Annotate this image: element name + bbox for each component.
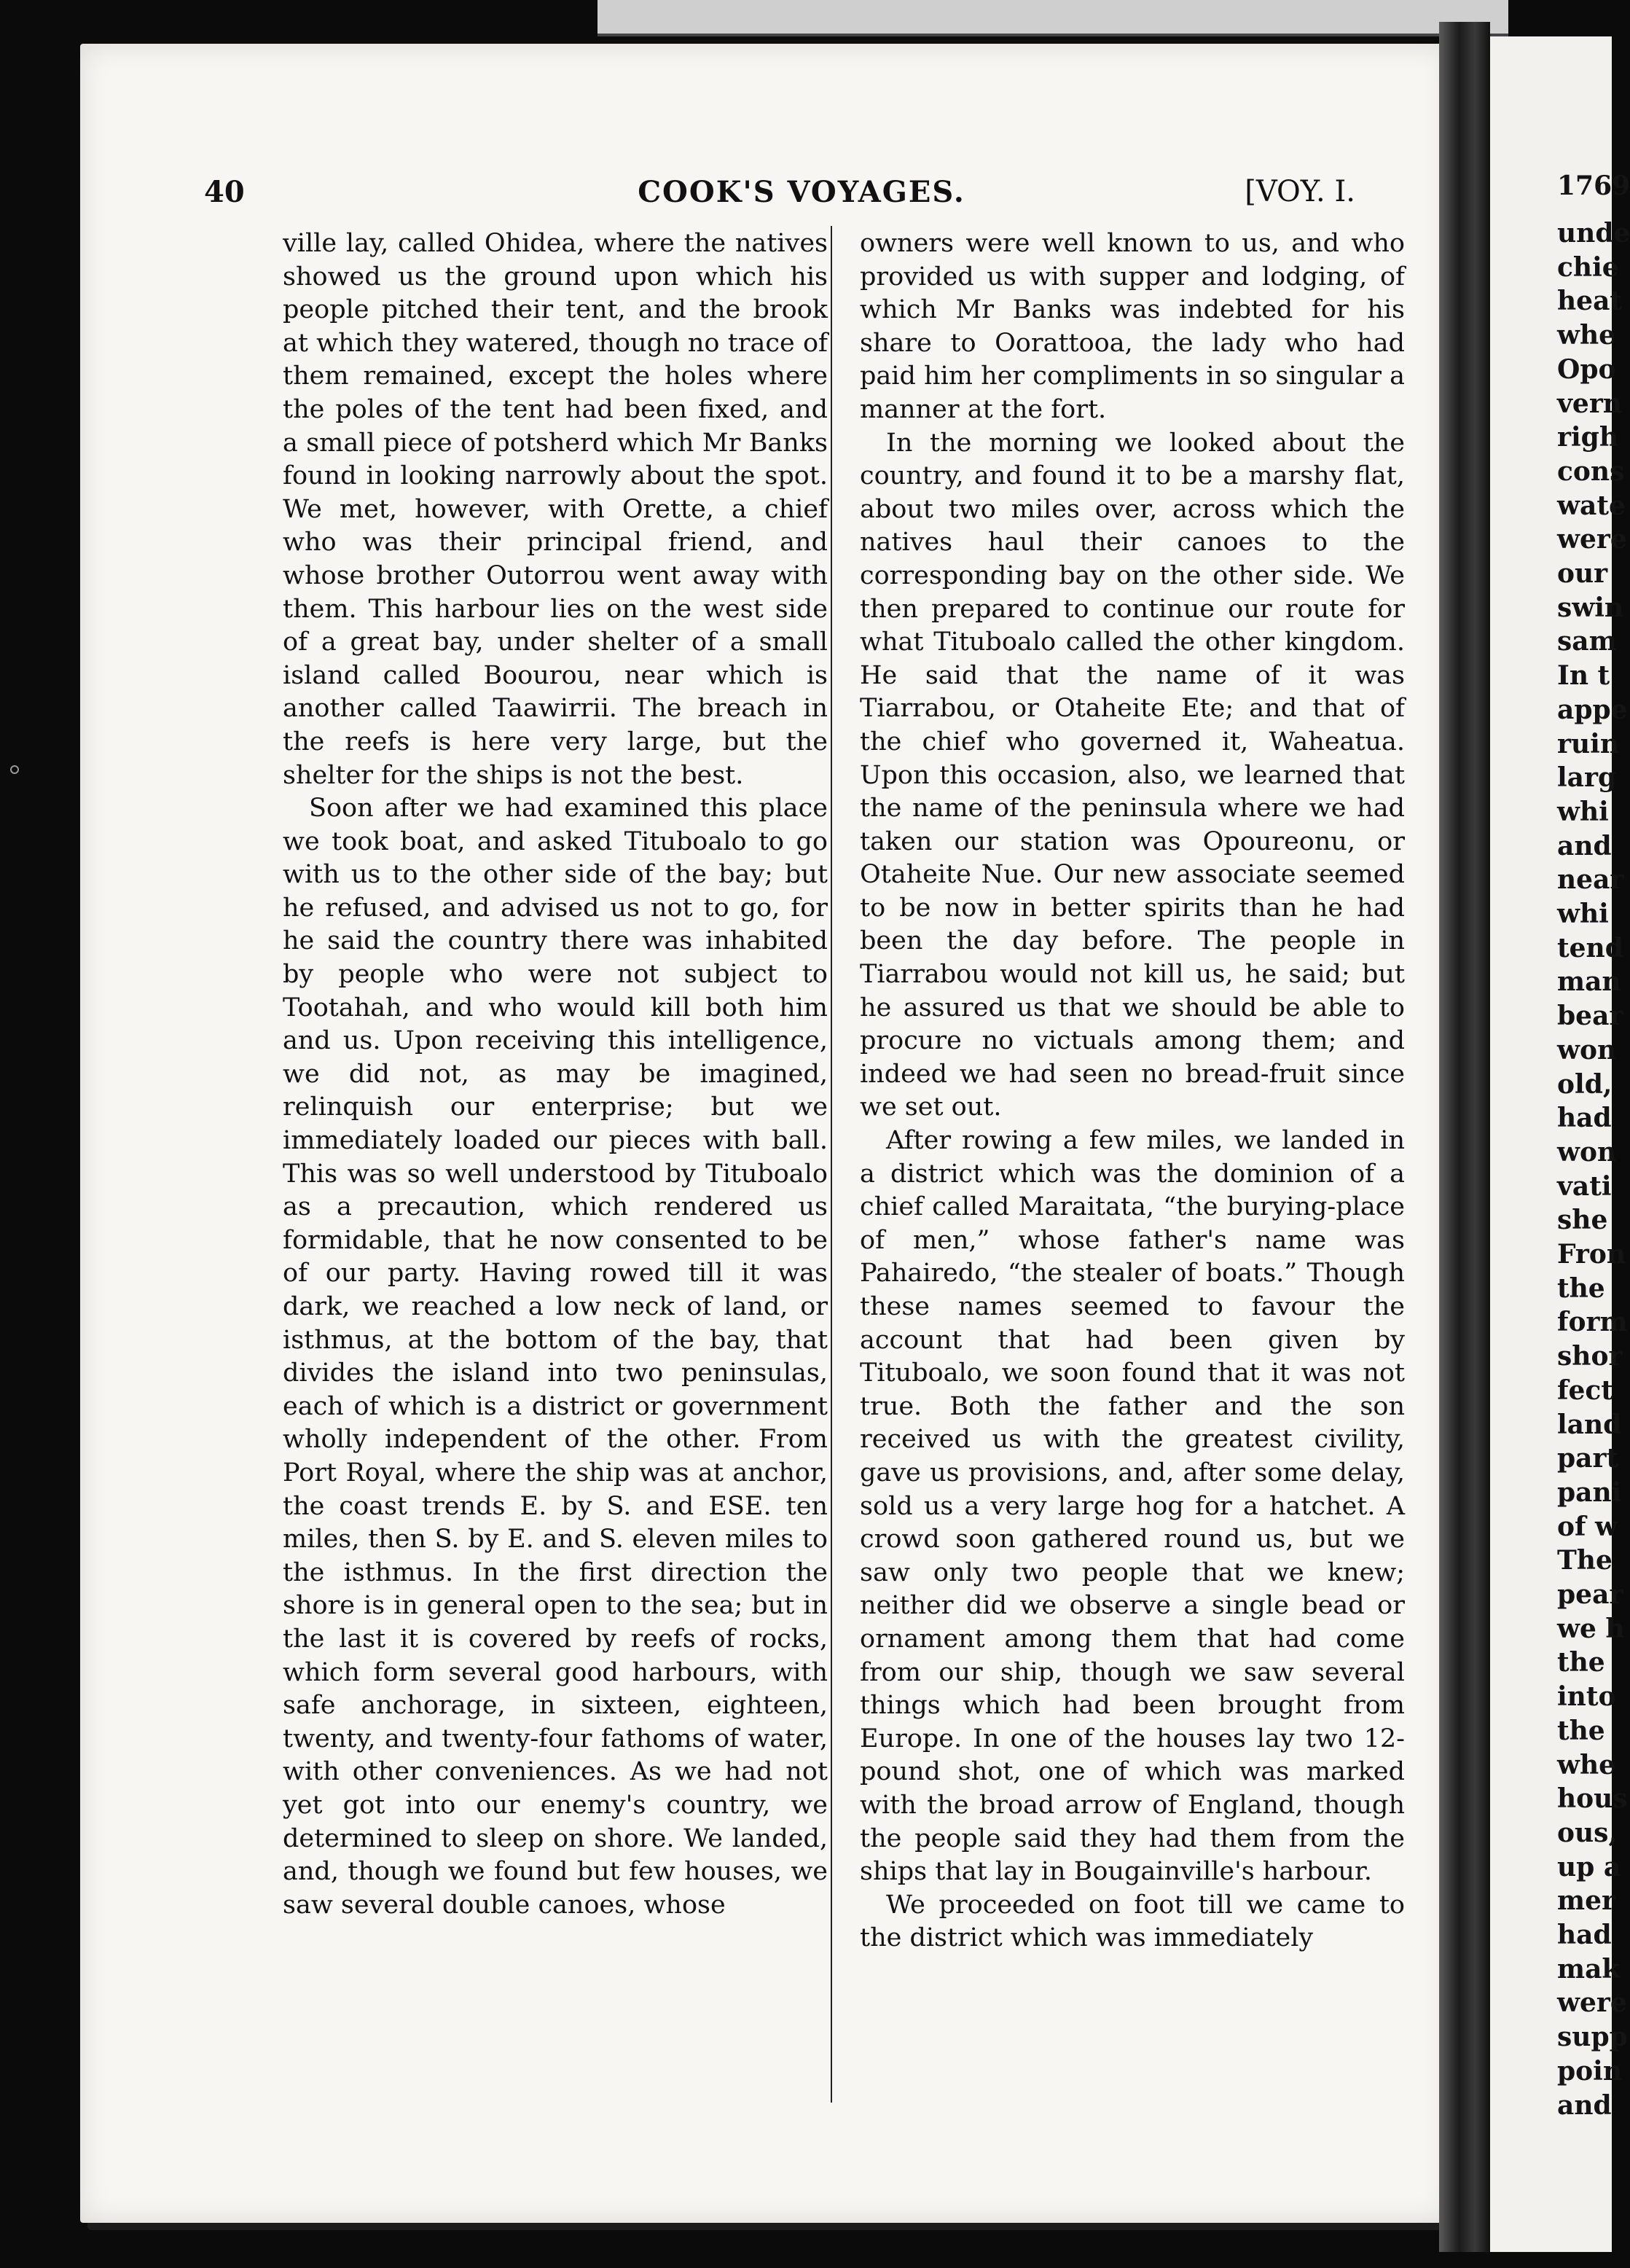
paragraph: We proceeded on foot till we came to the district which was immediately — [860, 1890, 1405, 1953]
adjacent-page-line: whi — [1557, 899, 1609, 929]
adjacent-page-line: were — [1557, 524, 1627, 555]
adjacent-page-line: hous — [1557, 1783, 1628, 1815]
adjacent-page-line: wate — [1557, 490, 1626, 521]
adjacent-page-line: heat — [1557, 286, 1623, 317]
right-column — [860, 227, 1405, 1955]
adjacent-page-line: ruin — [1557, 728, 1619, 759]
adjacent-page-line: sam — [1557, 626, 1617, 657]
adjacent-page-line: the — [1557, 1647, 1605, 1678]
adjacent-page-line: supp — [1557, 2022, 1628, 2053]
adjacent-page-line: we h — [1557, 1613, 1625, 1644]
adjacent-page-line: fect — [1557, 1375, 1613, 1406]
running-header — [204, 175, 1399, 219]
adjacent-page-line: The — [1557, 1545, 1613, 1576]
paragraph: In the morning we looked about the country, and found it to be a marshy flat, about two miles over, across which the natives haul their canoes to the corresponding bay on the other side. We then prepared to continue our route for what Tituboalo called the other kingdom. He said that the name of it was Tiarrabou, or Otaheite Ete; and that of the chief who governed it, Waheatua. Upon this occasion, also, we learned that the name of the peninsula where we had taken our station was Opoureonu, or Otaheite Nue. Our new associate seemed to be now in better spirits than he had been the day before. The people in Tiarrabou would not kill us, he said; but he assured us that we should be able to procure no victuals among them; and indeed we had seen no bread-fruit since we set out. — [860, 428, 1405, 1122]
adjacent-page-line: whe — [1557, 1749, 1616, 1780]
adjacent-page-line: were — [1557, 1987, 1627, 2019]
adjacent-page-line: into — [1557, 1681, 1616, 1713]
adjacent-page-line: the — [1557, 1715, 1605, 1746]
adjacent-page-line: had — [1557, 1103, 1612, 1134]
adjacent-page-line: part — [1557, 1443, 1619, 1474]
margin-dot — [10, 765, 19, 774]
adjacent-page-line: man — [1557, 966, 1621, 998]
adjacent-page-line: land — [1557, 1409, 1622, 1440]
adjacent-page-line: had — [1557, 1920, 1612, 1950]
adjacent-page-line: form — [1557, 1307, 1628, 1338]
paragraph: owners were well known to us, and who provided us with supper and lodging, of which Mr Banks was indebted for his share to Oorattooa, the lady who had paid him her compliments in so singular a manner at the fort. — [860, 229, 1405, 424]
adjacent-page-line: near — [1557, 864, 1624, 896]
scanner-edge-strip — [597, 0, 1508, 36]
adjacent-page-line: cons — [1557, 455, 1625, 487]
adjacent-page-line: ous, — [1557, 1817, 1618, 1848]
adjacent-page-line: whe — [1557, 320, 1616, 351]
adjacent-page-line: won — [1557, 1136, 1617, 1168]
adjacent-page-line: pear — [1557, 1579, 1623, 1610]
adjacent-page-line: shor — [1557, 1341, 1623, 1372]
adjacent-page-line: whi — [1557, 796, 1609, 827]
volume-label: [VOY. I. — [1245, 175, 1355, 208]
adjacent-page-line: tend — [1557, 932, 1623, 963]
adjacent-page-line: unde — [1557, 218, 1630, 249]
paragraph: Soon after we had examined this place we took boat, and asked Tituboalo to go with us to the other side of the bay; but he refused, and advised us not to go, for he said the country there was inhabited by people who were not subject to Tootahah, and who would kill both him and us. Upon receiving this intelligence, we did not, as may be imagined, relinquish our enterprise; but we immediately loaded our pieces with ball. This was so well understood by Tituboalo as a precaution, which rendered us formidable, that he now consented to be of our party. Having rowed till it was dark, we reached a low neck of land, or isthmus, at the bottom of the bay, that divides the island into two peninsulas, each of which is a district or government wholly independent of the other. From Port Royal, where the ship was at anchor, the coast trends E. by S. and ESE. ten miles, then S. by E. and S. eleven miles to the isthmus. In the first direction the shore is in general open to the sea; but in the last it is covered by reefs of rocks, which form several good harbours, with safe anchorage, in sixteen, eighteen, twenty, and twenty-four fathoms of water, with other conveniences. As we had not yet got into our enemy's country, we determined to sleep on shore. We landed, and, though we found but few houses, we saw several double canoes, whose — [283, 794, 828, 1920]
adjacent-page-line: larg — [1557, 762, 1617, 794]
adjacent-page-line: old, — [1557, 1068, 1613, 1100]
adjacent-page-line: and — [1557, 830, 1612, 861]
adjacent-page-line: mer — [1557, 1885, 1615, 1917]
adjacent-page-line: In t — [1557, 660, 1610, 692]
left-column — [283, 227, 828, 1922]
adjacent-page-line: pani — [1557, 1477, 1622, 1508]
adjacent-page-line: Fron — [1557, 1239, 1626, 1270]
adjacent-page-line: she — [1557, 1205, 1608, 1236]
adjacent-page-line: mak — [1557, 1953, 1621, 1984]
adjacent-page-line: our — [1557, 558, 1608, 589]
adjacent-page-line: chie — [1557, 251, 1619, 283]
adjacent-page-line: bear — [1557, 1001, 1623, 1032]
adjacent-page-line: and — [1557, 2089, 1612, 2121]
paragraph: ville lay, called Ohidea, where the natives showed us the ground upon which his people pitched their tent, and the brook at which they watered, though no trace of them remained, except the holes where the poles of the tent had been fixed, and a small piece of potsherd which Mr Banks found in looking narrowly about the spot. We met, however, with Orette, a chief who was their principal friend, and whose brother Outorrou went away with them. This harbour lies on the west side of a great bay, under shelter of a small island called Boourou, near which is another called Taawirrii. The breach in the reefs is here very large, but the shelter for the ships is not the best. — [283, 229, 828, 790]
book-binding — [1439, 22, 1490, 2252]
adjacent-page-line: vern — [1557, 388, 1622, 419]
adjacent-page-line: of w — [1557, 1511, 1618, 1542]
adjacent-page-line: poin — [1557, 2055, 1623, 2087]
adjacent-page-line: Opo — [1557, 353, 1616, 385]
adjacent-page-line: swin — [1557, 592, 1624, 623]
page-number: 40 — [204, 175, 245, 209]
adjacent-page-line: won — [1557, 1034, 1617, 1065]
adjacent-page-line: appe — [1557, 694, 1628, 725]
adjacent-page-line: the — [1557, 1272, 1605, 1304]
adjacent-page-header: 1769 — [1557, 171, 1630, 201]
adjacent-page-line: righ — [1557, 422, 1618, 453]
paragraph: After rowing a few miles, we landed in a district which was the dominion of a chief called Maraitata, “the burying-place of men,” whose father's name was Pahairedo, “the stealer of boats.” Though these names seemed to favour the account that had been given by Tituboalo, we soon found that it was not true. Both the father and the son received us with the greatest civility, gave us provisions, and, after some delay, sold us a very large hog for a hatchet. A crowd soon gathered round us, but we saw only two people that we knew; neither did we observe a single bead or ornament among them that had come from our ship, though we saw several things which had been brought from Europe. In one of the houses lay two 12-pound shot, one of which was marked with the broad arrow of England, though the people said they had them from the ships that lay in Bougainville's harbour. — [860, 1126, 1405, 1887]
adjacent-page-line: up a — [1557, 1851, 1621, 1882]
adjacent-page-line: vati — [1557, 1170, 1612, 1202]
running-title: COOK'S VOYAGES. — [638, 175, 965, 209]
column-divider — [831, 226, 832, 2103]
adjacent-page-fragment — [1490, 36, 1630, 2252]
